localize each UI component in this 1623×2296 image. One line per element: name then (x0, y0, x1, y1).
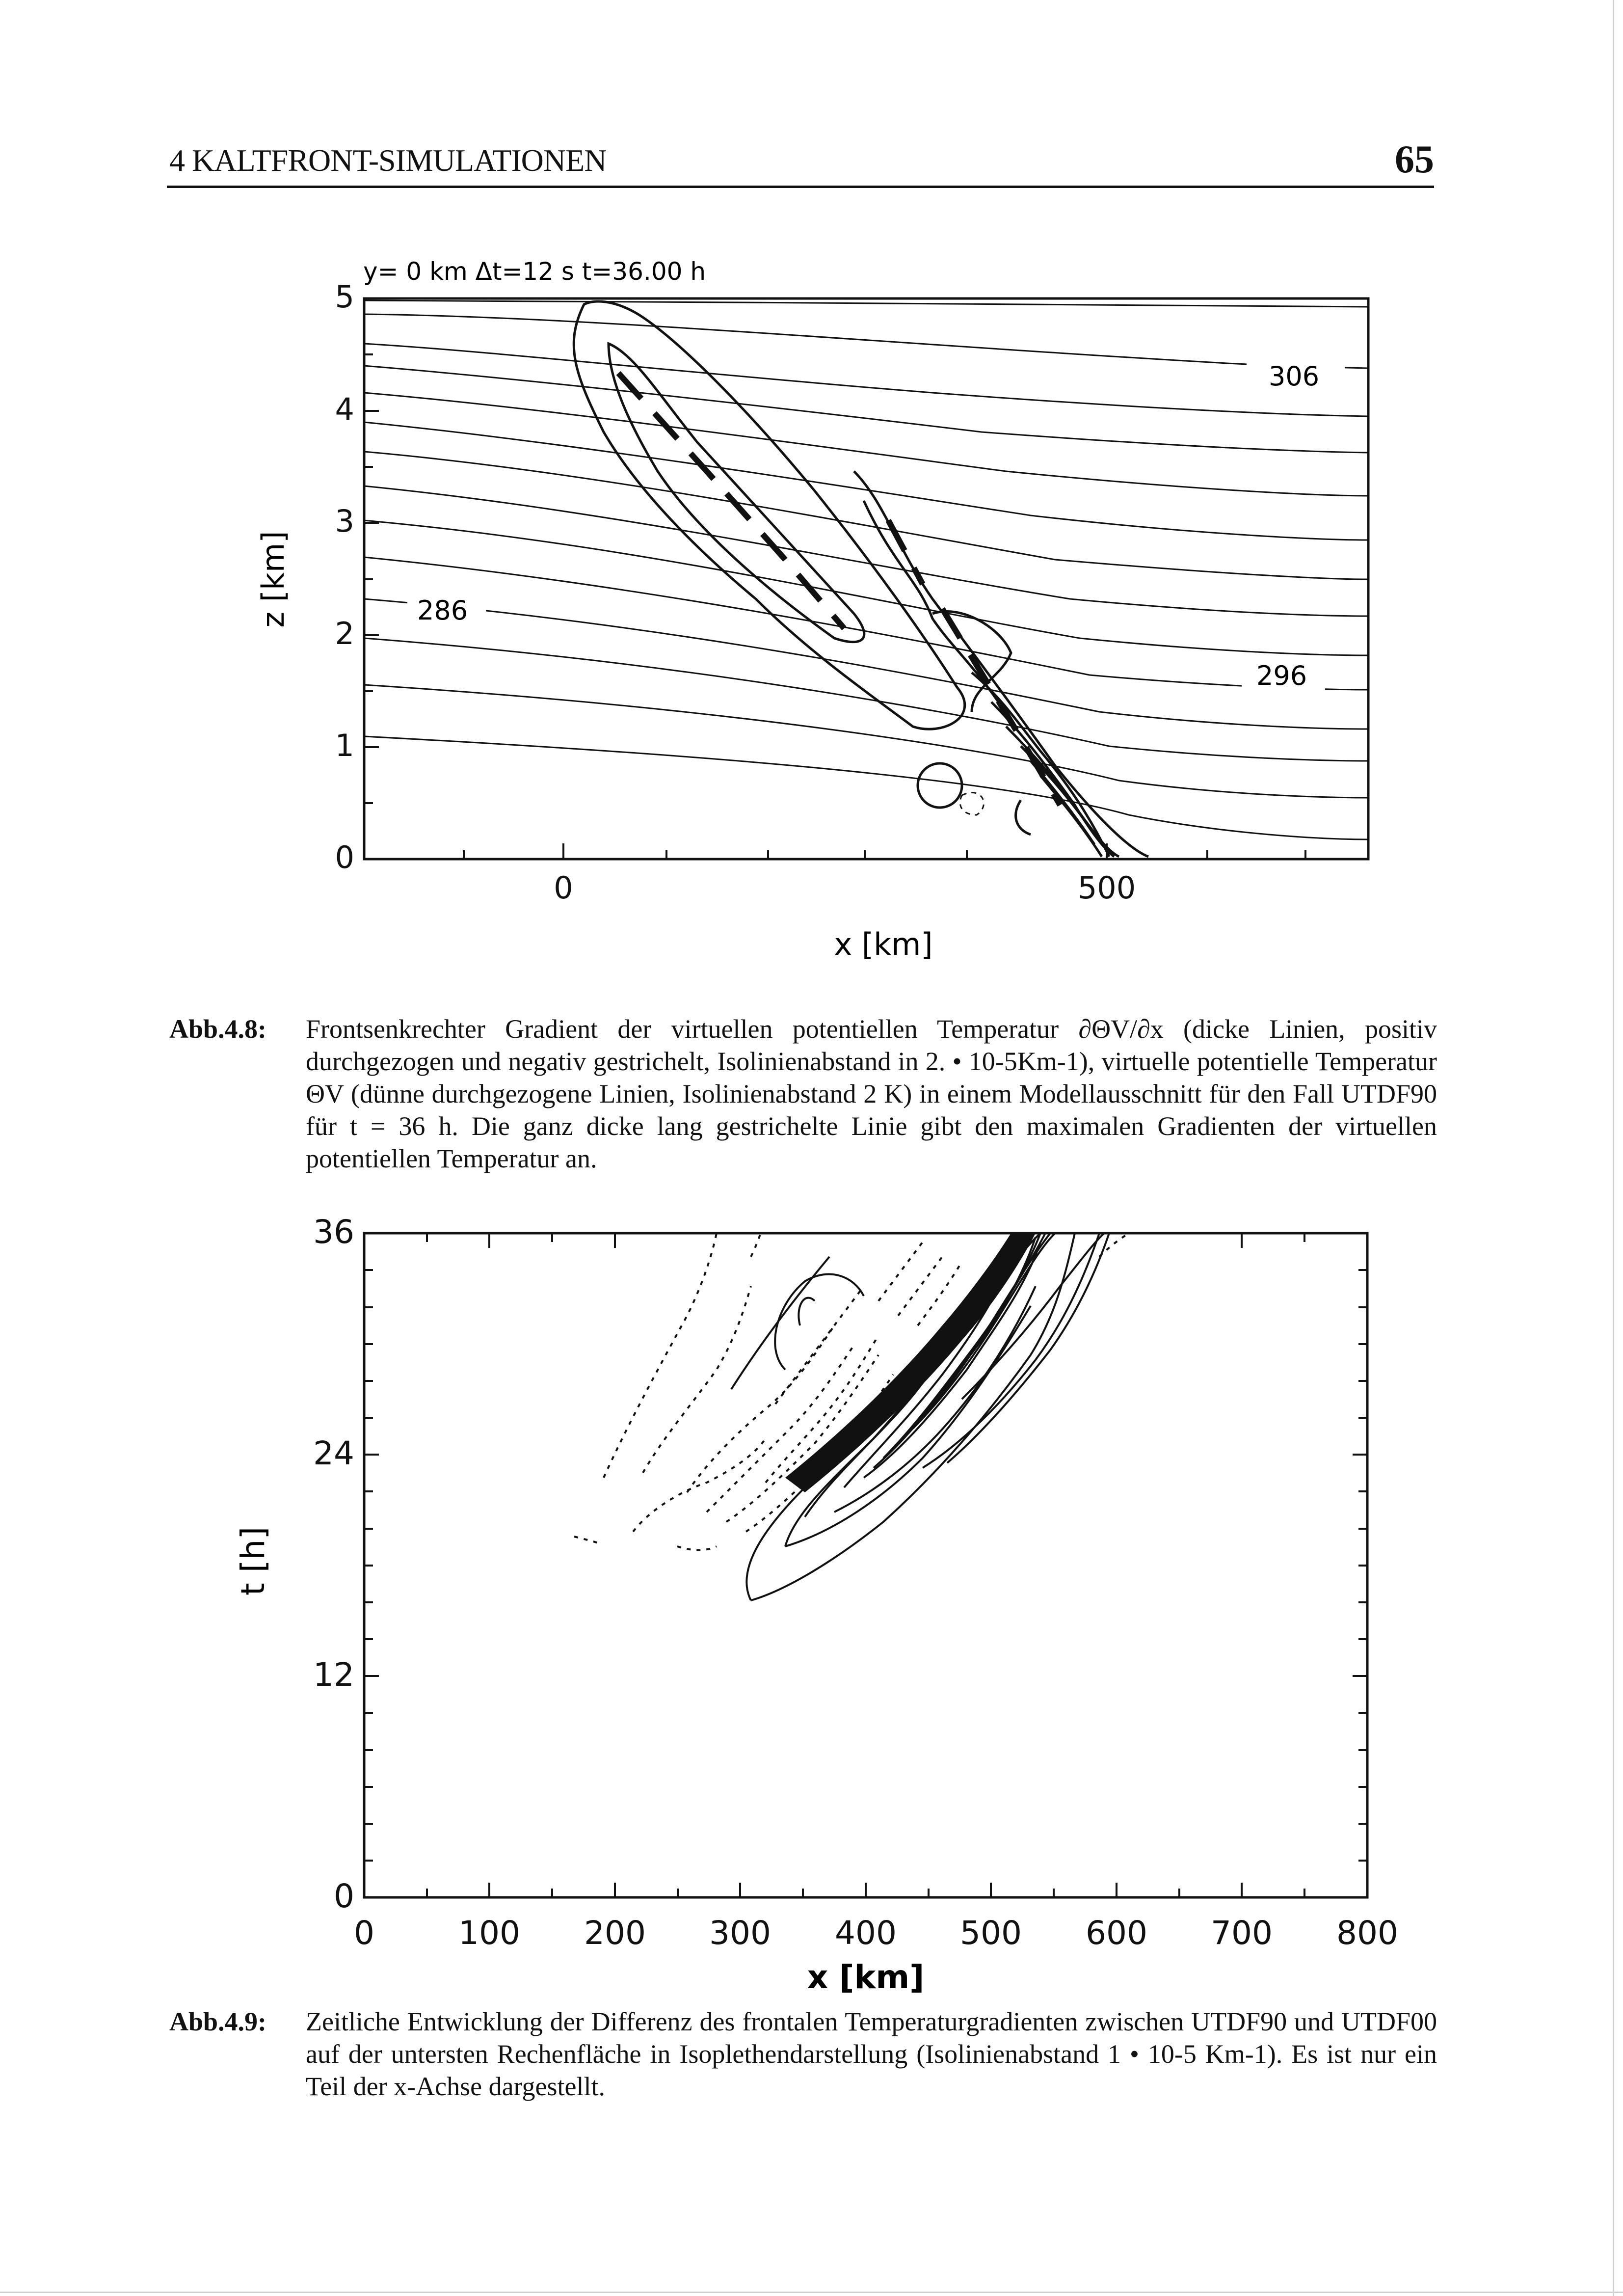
negative-isopleth (633, 1438, 766, 1532)
figure1-ytick-label: 4 (335, 391, 354, 427)
caption1-label: Abb.4.8: (169, 1014, 267, 1044)
figure2-xtick-label: 500 (960, 1914, 1022, 1952)
figure2-xtick-label: 700 (1211, 1914, 1273, 1952)
negative-isopleth (751, 1233, 761, 1257)
figure1-ytick-label: 5 (335, 279, 354, 315)
figure1-ytick-label: 1 (335, 728, 354, 763)
caption-abb-4-9 (169, 2005, 1436, 2113)
figure2-dense-core (785, 1233, 1036, 1492)
figure1-ytick-label: 0 (335, 839, 354, 875)
figure2-ytick-label: 36 (313, 1213, 354, 1251)
figure2-ticks (364, 1233, 1367, 1897)
figure2-xtick-label: 200 (584, 1914, 646, 1952)
figure1-ytick-label: 2 (335, 616, 354, 651)
figure1-ylabel: z [km] (255, 531, 291, 628)
figure2-ytick-label: 12 (313, 1656, 354, 1694)
caption2-label: Abb.4.9: (169, 2007, 267, 2036)
figure2-ylabel: t [h] (234, 1526, 272, 1596)
negative-isopleth (898, 1257, 942, 1316)
negative-isopleth (1099, 1233, 1129, 1257)
figure1-isoline-label: 286 (417, 595, 468, 626)
figure2-ytick-label: 0 (334, 1877, 354, 1915)
isopleth (798, 1298, 815, 1325)
figure2-xtick-label: 400 (835, 1914, 897, 1952)
figure2-plot-frame (364, 1233, 1367, 1897)
figure1-isoline-label: 306 (1269, 361, 1320, 392)
figure2-xtick-label: 800 (1336, 1914, 1398, 1952)
figure2-xtick-label: 0 (354, 1914, 374, 1952)
negative-isopleth (574, 1537, 601, 1544)
running-header-chapter: 4 KALTFRONT-SIMULATIONEN (169, 143, 607, 178)
figure1-ytick-label: 3 (335, 503, 354, 539)
negative-isopleth (707, 1345, 854, 1512)
figure1-panel-title: y= 0 km Δt=12 s t=36.00 h (363, 257, 706, 286)
isopleth (903, 1233, 1050, 1438)
isopleth (883, 1233, 1040, 1458)
figure1-xlabel: x [km] (834, 926, 933, 962)
negative-isopleth (643, 1286, 751, 1473)
figure2-xtick-label: 100 (458, 1914, 520, 1952)
figure1-xtick-label: 0 (554, 870, 573, 906)
isopleth (775, 1274, 864, 1370)
negative-isopleth (677, 1546, 717, 1550)
isopleth (751, 1233, 1075, 1600)
figure2-xlabel: x [km] (807, 1958, 925, 1996)
figure2-isopleths (731, 1233, 1109, 1600)
figure1-isoline-label: 296 (1256, 660, 1307, 691)
figure2-ytick-label: 24 (313, 1434, 354, 1472)
isopleth (785, 1306, 1031, 1546)
negative-isopleth (604, 1233, 717, 1478)
figure2-xtick-label: 600 (1086, 1914, 1147, 1952)
caption2-text: Zeitliche Entwicklung der Differenz des frontalen Temperaturgradienten zwischen UTDF90 und UTDF00 auf der untersten Rechenfläche in Isoplethendarstellung (Isolinienabstand 1 • 10-5 Km-1). Es ist nur ein Teil der x-Achse dargestellt. (306, 2007, 1437, 2101)
figure2-xtick-label: 300 (709, 1914, 771, 1952)
figure1-xtick-label: 500 (1077, 870, 1136, 906)
caption1-text: Frontsenkrechter Gradient der virtuellen potentiellen Temperatur ∂ΘV/∂x (dicke Linien, positiv durchgezogen und negativ gestrichelt, Isolinienabstand in 2. • 10-5Km-1), virtuelle potentielle Temperatur ΘV (dünne durchgezogene Linien, Isolinienabstand 2 K) in einem Modellausschnitt für den Fall UTDF90 für t = 36 h. Die ganz dicke lang gestrichelte Linie gibt den maximalen Gradienten der virtuellen potentiellen Temperatur an. (306, 1014, 1437, 1173)
negative-isopleth (775, 1286, 864, 1404)
isopleth (893, 1233, 1045, 1448)
page-number: 65 (1395, 138, 1434, 181)
